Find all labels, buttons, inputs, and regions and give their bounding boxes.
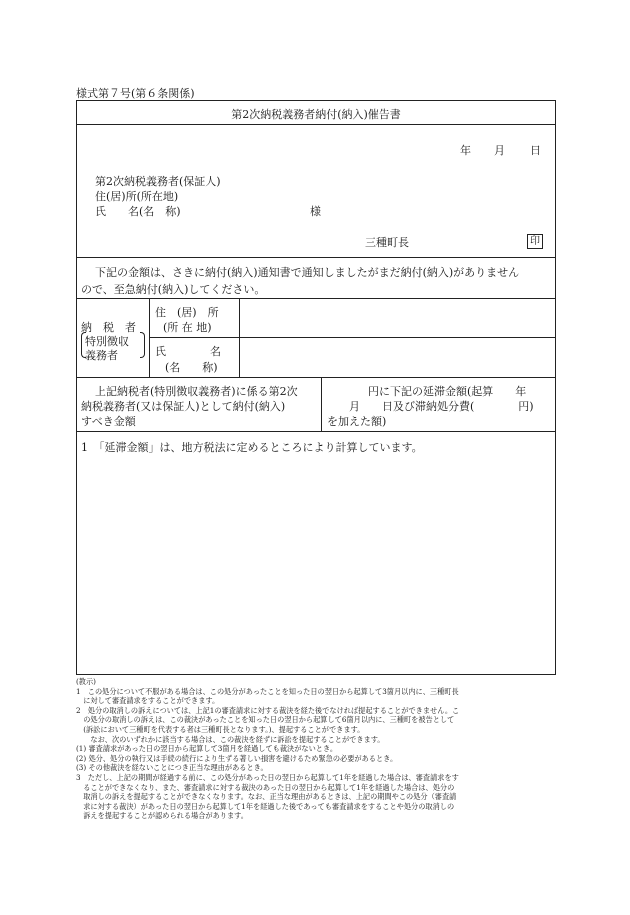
divider [77,431,555,432]
taxpayer-address-label-2: (所 在 地) [163,321,212,334]
taxpayer-name-label-2: (名 称) [165,361,218,374]
instruction-line: 取消しの訴えを提起することができなくなります。なお、正当な理由があるときは、上記の期間やこの処分（審査請 [76,792,457,802]
divider [77,124,555,125]
special-collector-line-2: 義務者 [85,349,118,362]
instruction-line: 訴えを提起することが認められる場合があります。 [76,811,248,821]
instruction-line: に対して審査請求をすることができます。 [76,696,220,706]
divider [149,337,555,338]
taxpayer-name-label-1: 氏 名 [155,345,221,358]
taxpayer-cell [77,298,149,377]
date-month: 月 [494,144,505,157]
divider [77,377,555,378]
instruction-line: 2 処分の取消しの訴えについては、上記1の審査請求に対する裁決を経た後でなければ提起することができません。こ [76,705,460,715]
amount-left-line-1: 上記納税者(特別徴収義務者)に係る第2次 [95,385,298,398]
instruction-line: 求に対する裁決）があった日の翌日から起算して1年を経過した後であっても審査請求をすることや処分の取消しの [76,801,455,811]
addressee-address-label: 住(居)所(所在地) [95,190,179,203]
divider [321,377,322,431]
instructions-section [76,677,556,821]
date-day: 日 [530,144,541,157]
issuer-name: 三種町長 [365,236,409,249]
date-year: 年 [460,144,471,157]
notice-form [76,100,556,675]
instruction-line: ることができなくなり、また、審査請求に対する裁決のあった日の翌日から起算して1年を経過した場合は、処分の [76,782,455,792]
amount-right-line-3: を加えた額) [327,415,387,428]
honorific: 様 [310,205,321,218]
amount-left-line-3: すべき金額 [81,415,136,428]
intro-line-2: ので、至急納付(納入)してください。 [81,283,266,296]
instruction-line: の処分の取消しの訴えは、この裁決があったことを知った日の翌日から起算して6箇月以内に、三種町を被告として [76,715,455,725]
delinquency-note: 1 「延滞金額」は、地方税法に定めるところにより計算しています。 [81,441,423,454]
intro-line-1: 下記の金額は、さきに納付(納入)通知書で通知しましたがまだ納付(納入)がありません [95,266,520,279]
special-collector-line-1: 特別徴収 [85,335,129,348]
addressee-title: 第2次納税義務者(保証人) [95,175,221,188]
amount-right-line-1: 円に下記の延滞金額(起算 年 [368,385,527,398]
document-title: 第2次納税義務者納付(納入)催告書 [231,108,401,121]
addressee-name-label: 氏 名(名 称) [95,205,181,218]
divider [77,257,555,258]
instruction-line: (訴訟において三種町を代表する者は三種町長となります。)、提起することができます。 [76,724,365,734]
instructions-heading: (教示) [76,677,96,686]
seal-box [527,234,543,249]
instruction-line: (3) その他裁決を経ないことにつき正当な理由があるとき。 [76,763,268,773]
amount-right-line-2: 月 日及び滞納処分費( 円) [349,400,534,413]
taxpayer-heading: 納 税 者 [81,321,136,334]
instruction-line: 1 この処分について不服がある場合は、この処分があったことを知った日の翌日から起算して3箇月以内に、三種町長 [76,686,459,696]
instruction-line: (2) 処分、処分の執行又は手続の続行により生ずる著しい損害を避けるため緊急の必要があるとき。 [76,753,398,763]
form-number-label: 様式第７号(第６条関係) [76,87,195,100]
taxpayer-address-label-1: 住 (居) 所 [155,306,219,319]
seal-mark: 印 [530,236,540,247]
instruction-line: (1) 審査請求があった日の翌日から起算して3箇月を経過しても裁決がないとき。 [76,744,338,754]
instruction-line: なお、次のいずれかに該当する場合は、この裁決を経ずに訴訟を提起することができます。 [76,734,385,744]
amount-left-line-2: 納税義務者(又は保証人)として納付(納入) [81,400,286,413]
instruction-line: 3 ただし、上記の期間が経過する前に、この処分があった日の翌日から起算して1年を経過した場合は、審査請求をす [76,772,459,782]
